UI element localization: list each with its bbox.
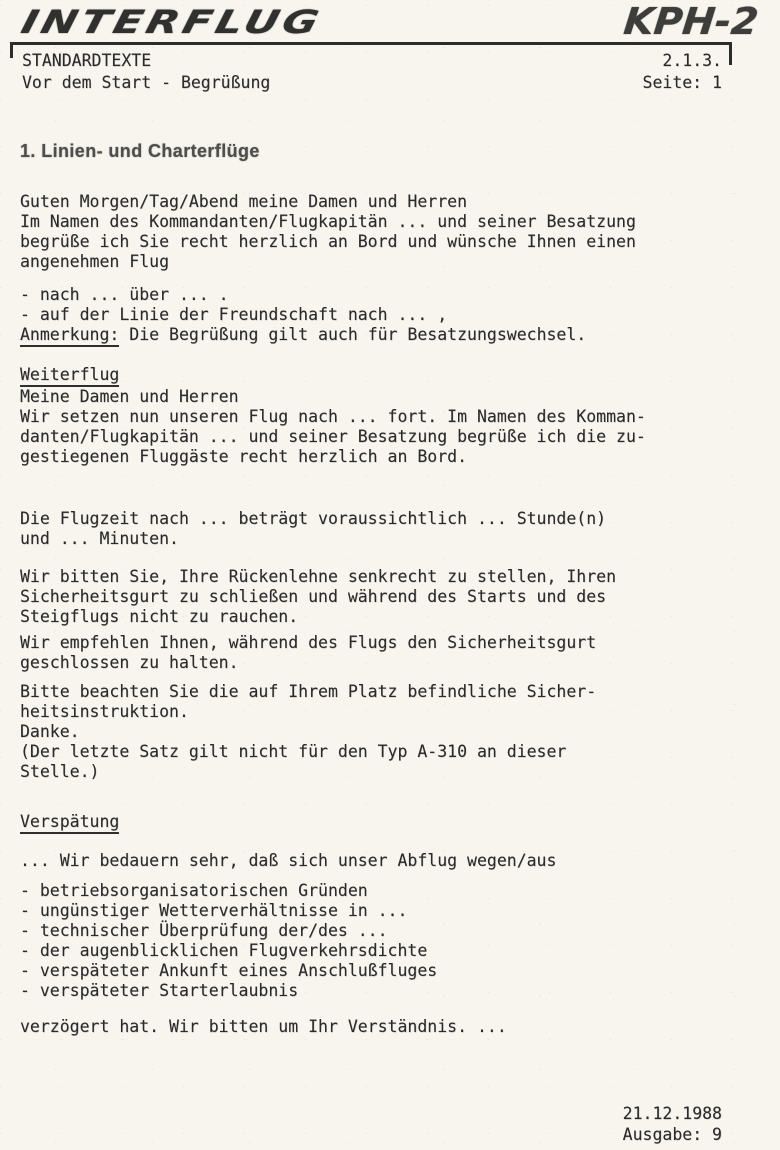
flugzeit-paragraph <box>20 509 765 549</box>
manual-code: KPH-2 <box>621 0 761 43</box>
page-number-label: Seite: 1 <box>642 73 722 92</box>
list-item: - betriebsorganisatorischen Gründen <box>20 881 368 900</box>
header-rule-right-tick <box>729 42 732 65</box>
list-item: - nach ... über ... . <box>20 285 229 304</box>
list-item: - verspäteter Starterlaubnis <box>20 981 299 1000</box>
section-number: 2.1.3. <box>662 51 722 70</box>
interflug-logo: INTERFLUG <box>17 3 327 41</box>
verspaetung-outro: verzögert hat. Wir bitten um Ihr Verständnis. ... <box>20 1017 507 1036</box>
text-line: Wir setzen nun unseren Flug nach ... fort. Im Namen des Komman- <box>20 407 646 426</box>
text-line: Meine Damen und Herren <box>20 387 239 406</box>
verspaetung-heading-line <box>20 812 765 834</box>
text-line: Bitte beachten Sie die auf Ihrem Platz befindliche Sicher- <box>20 682 597 701</box>
verspaetung-intro: ... Wir bedauern sehr, daß sich unser Abflug wegen/aus <box>20 851 557 870</box>
text-line: Die Flugzeit nach ... beträgt voraussichtlich ... Stunde(n) <box>20 509 607 528</box>
verspaetung-heading: Verspätung <box>20 812 119 834</box>
weiterflug-block <box>20 365 765 467</box>
edition-label: Ausgabe: 9 <box>622 1125 722 1144</box>
list-item: - der augenblicklichen Flugverkehrsdichte <box>20 941 428 960</box>
text-line: begrüße ich Sie recht herzlich an Bord und wünsche Ihnen einen <box>20 232 636 251</box>
delay-reasons-list <box>20 881 765 1001</box>
note-label: Anmerkung: <box>20 325 119 347</box>
text-line: Sicherheitsgurt zu schließen und während des Starts und des <box>20 587 607 606</box>
note-text: Die Begrüßung gilt auch für Besatzungswechsel. <box>119 325 587 344</box>
text-line: gestiegenen Fluggäste recht herzlich an Bord. <box>20 447 468 466</box>
text-line: Stelle.) <box>20 762 100 781</box>
empfehlung-paragraph <box>20 633 765 673</box>
text-line: Steigflugs nicht zu rauchen. <box>20 607 299 626</box>
text-line: Danke. <box>20 722 80 741</box>
issue-date: 21.12.1988 <box>622 1104 722 1123</box>
doc-type-label: STANDARDTEXTE <box>22 51 152 70</box>
text-line: und ... Minuten. <box>20 529 179 548</box>
text-line: heitsinstruktion. <box>20 702 189 721</box>
note-line <box>20 325 765 347</box>
document-body <box>20 140 765 1037</box>
text-line: Im Namen des Kommandanten/Flugkapitän ... und seiner Besatzung <box>20 212 636 231</box>
text-line: (Der letzte Satz gilt nicht für den Typ A-310 an dieser <box>20 742 567 761</box>
text-line: Wir empfehlen Ihnen, während des Flugs den Sicherheitsgurt <box>20 633 597 652</box>
header-text-rows <box>22 50 722 94</box>
text-line: danten/Flugkapitän ... und seiner Besatzung begrüße ich die zu- <box>20 427 646 446</box>
list-item: - technischer Überprüfung der/des ... <box>20 921 388 940</box>
text-line: geschlossen zu halten. <box>20 653 239 672</box>
greeting-paragraph <box>20 192 765 272</box>
header-row-1 <box>22 50 722 72</box>
sicherheitsinstruktion-paragraph <box>20 682 765 782</box>
route-options-list <box>20 285 765 347</box>
header-row-2 <box>22 72 722 94</box>
weiterflug-heading: Weiterflug <box>20 365 119 387</box>
list-item: - verspäteter Ankunft eines Anschlußfluges <box>20 961 438 980</box>
list-item: - auf der Linie der Freundschaft nach ... , <box>20 305 448 324</box>
list-item: - ungünstiger Wetterverhältnisse in ... <box>20 901 408 920</box>
text-line: angenehmen Flug <box>20 252 170 271</box>
doc-subtitle: Vor dem Start - Begrüßung <box>22 73 271 92</box>
rueckenlehne-paragraph <box>20 567 765 627</box>
weiterflug-heading-line <box>20 365 765 387</box>
text-line: Guten Morgen/Tag/Abend meine Damen und Herren <box>20 192 468 211</box>
page-footer <box>623 1103 722 1145</box>
section-heading: 1. Linien- und Charterflüge <box>20 141 260 161</box>
text-line: Wir bitten Sie, Ihre Rückenlehne senkrecht zu stellen, Ihren <box>20 567 617 586</box>
